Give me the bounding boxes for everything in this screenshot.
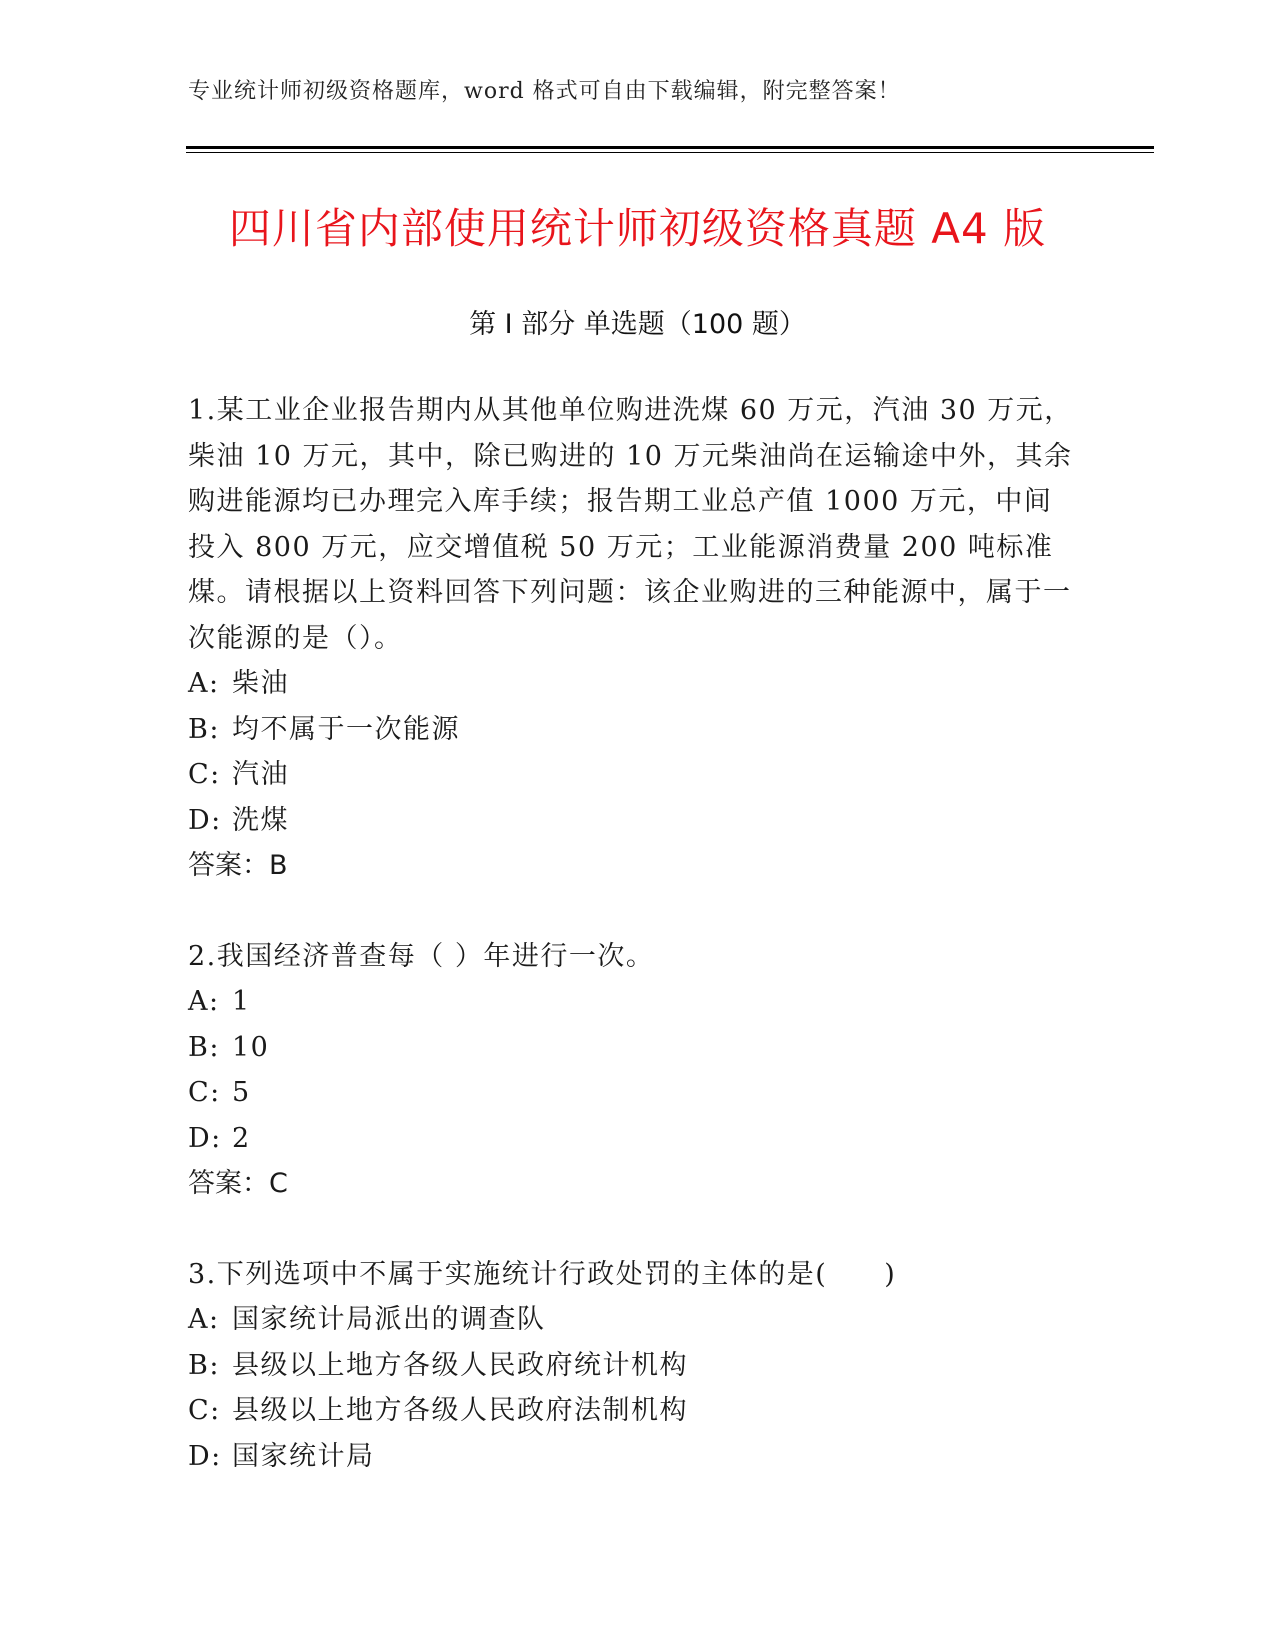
- option-text: 2: [232, 1122, 251, 1154]
- option-text: 国家统计局派出的调查队: [232, 1304, 546, 1335]
- option-text: 洗煤: [232, 804, 289, 836]
- section-title: 第 I 部分 单选题（100 题）: [469, 309, 806, 340]
- option-text: 柴油: [232, 668, 289, 699]
- option-text: 汽油: [232, 759, 289, 790]
- option-text: 国家统计局: [232, 1440, 375, 1472]
- option-c: [188, 752, 1078, 798]
- option-letter: A:: [188, 1304, 220, 1335]
- document-title: 四川省内部使用统计师初级资格真题 A4 版: [228, 204, 1047, 253]
- option-text: 县级以上地方各级人民政府法制机构: [232, 1395, 688, 1426]
- question-2: [188, 934, 1078, 1207]
- option-a: [188, 1297, 1078, 1343]
- question-stem: 1.某工业企业报告期内从其他单位购进洗煤 60 万元，汽油 30 万元，柴油 10 万元，其中，除已购进的 10 万元柴油尚在运输途中外，其余购进能源均已办理完入库手续；报告期工业总产值 1000 万元，中间投入 800 万元，应交增值税 50 万元；工业能源消费量 200 吨标准煤。请根据以上资料回答下列问题：该企业购进的三种能源中，属于一次能源的是（）。: [188, 395, 1073, 654]
- option-letter: B:: [188, 713, 220, 745]
- option-d: [188, 1116, 1078, 1162]
- option-letter: B:: [188, 1349, 220, 1381]
- option-text: 10: [232, 1031, 270, 1063]
- option-c: [188, 1070, 1078, 1116]
- option-b: [188, 707, 1078, 753]
- option-text: 5: [232, 1077, 251, 1108]
- option-letter: A:: [188, 668, 220, 699]
- spacer: [188, 889, 1078, 934]
- question-1: [188, 388, 1078, 889]
- option-letter: C:: [188, 1395, 221, 1426]
- header-rule-thin: [186, 152, 1154, 153]
- option-letter: B:: [188, 1031, 220, 1063]
- option-c: [188, 1388, 1078, 1434]
- option-letter: D:: [188, 1440, 222, 1472]
- option-d: [188, 798, 1078, 844]
- header-note: 专业统计师初级资格题库，word 格式可自由下载编辑，附完整答案！: [188, 79, 901, 104]
- question-stem: 2.我国经济普查每（ ）年进行一次。: [188, 940, 655, 972]
- option-letter: D:: [188, 804, 222, 836]
- option-letter: C:: [188, 1077, 221, 1108]
- answer: 答案：B: [188, 850, 288, 881]
- option-letter: D:: [188, 1122, 222, 1154]
- option-letter: A:: [188, 986, 220, 1017]
- header-rule-thick: [186, 146, 1154, 149]
- option-text: 1: [232, 986, 251, 1017]
- option-b: [188, 1025, 1078, 1071]
- option-d: [188, 1434, 1078, 1480]
- answer: 答案：C: [188, 1168, 288, 1199]
- question-stem: 3.下列选项中不属于实施统计行政处罚的主体的是( ): [188, 1258, 897, 1290]
- option-text: 均不属于一次能源: [232, 713, 460, 745]
- option-text: 县级以上地方各级人民政府统计机构: [232, 1349, 688, 1381]
- question-list: [188, 388, 1078, 1479]
- spacer: [188, 1207, 1078, 1252]
- option-b: [188, 1343, 1078, 1389]
- option-a: [188, 661, 1078, 707]
- option-a: [188, 979, 1078, 1025]
- question-3: [188, 1252, 1078, 1480]
- option-letter: C:: [188, 759, 221, 790]
